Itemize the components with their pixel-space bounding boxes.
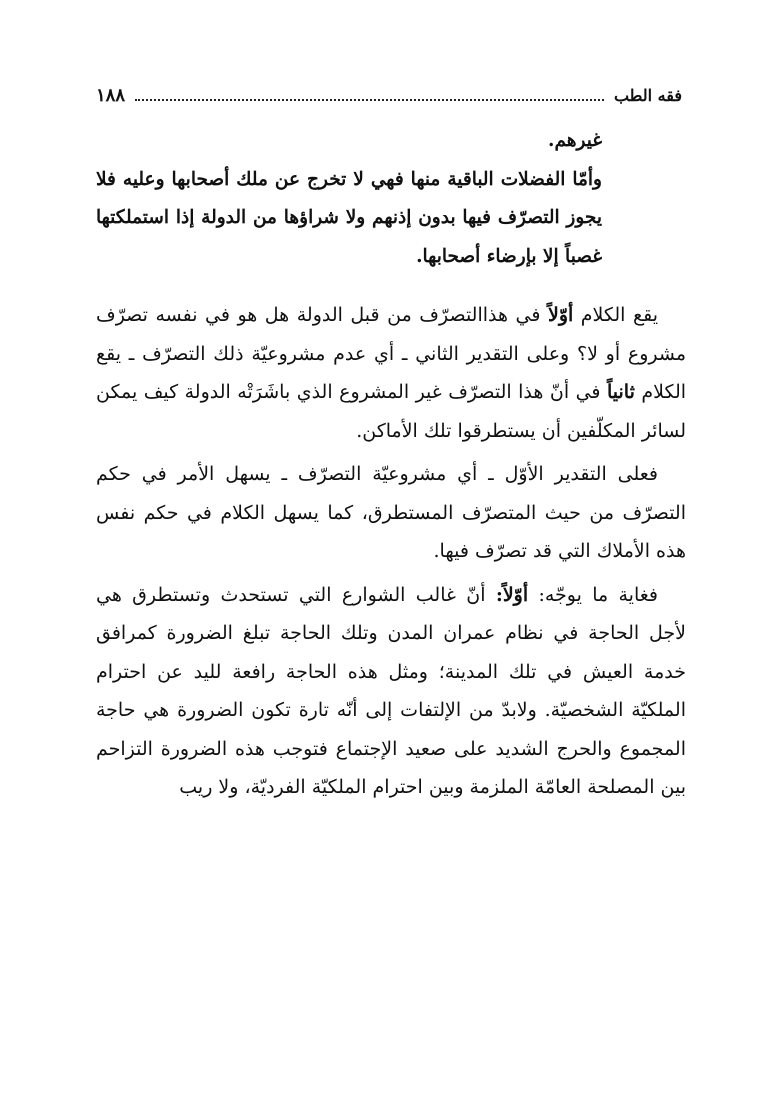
- running-header: [96, 80, 682, 110]
- section-gap: [96, 276, 686, 296]
- paragraph-1-lead: يقع الكلام: [573, 304, 658, 326]
- quoted-block: [96, 122, 686, 276]
- leader-dots: [135, 99, 604, 101]
- book-title: فقه الطب: [613, 85, 682, 105]
- paragraph-1-keyword: أوّلاً: [547, 304, 574, 326]
- paragraph-3-text: أنّ غالب الشوارع التي تستحدث وتستطرق هي لأجل الحاجة في نظام عمران المدن وتلك الحاجة تبلغ الضرورة كمرافق خدمة العيش في تلك المدينة؛ ومثل هذه الحاجة رافعة لليد عن احترام الملكيّة الشخصيّة. ولابدّ من الإلتفات إلى أنّه تارة تكون الضرورة هي حاجة المجموع والحرج الشديد على صعيد الإجتماع فتوجب هذه الضرورة التزاحم بين المصلحة العامّة الملزمة وبين احترام الملكيّة الفرديّة، ولا ريب: [96, 583, 686, 798]
- quote-line-2: وأمّا الفضلات الباقية منها فهي لا تخرج عن ملك أصحابها وعليه فلا يجوز التصرّف فيها بدون إذنهم ولا شراؤها من الدولة إذا استملكتها غصباً إلا بإرضاء أصحابها.: [96, 168, 602, 267]
- quote-line-1: غيرهم.: [548, 130, 602, 151]
- paragraph-3-keyword: أوّلاً:: [495, 583, 529, 606]
- paragraph-1-text-2: في أنّ هذا التصرّف غير المشروع الذي باشَرَتْه الدولة كيف يمكن لسائر المكلّفين أن يستطرقوا تلك الأماكن.: [96, 381, 686, 442]
- page-number: ١٨٨: [96, 84, 126, 106]
- paragraph-1-text: في هذاالتصرّف من قبل الدولة هل هو في نفسه تصرّف مشروع أو لا؟ وعلى التقدير الثاني ـ أي عدم مشروعيّة ذلك التصرّف ـ يقع الكلام: [96, 304, 687, 403]
- paragraph-3: [96, 576, 686, 807]
- paragraph-2: فعلى التقدير الأوّل ـ أي مشروعيّة التصرّف ـ يسهل الأمر في حكم التصرّف من حيث المتصرّف المستطرق، كما يسهل الكلام في حكم نفس هذه الأملاك التي قد تصرّف فيها.: [96, 463, 686, 562]
- paragraph-1-keyword-2: ثانياً: [606, 381, 635, 403]
- page-body: [96, 122, 686, 807]
- paragraph-3-lead: فغاية ما يوجّه:: [528, 583, 658, 606]
- paragraph-1: [96, 296, 686, 450]
